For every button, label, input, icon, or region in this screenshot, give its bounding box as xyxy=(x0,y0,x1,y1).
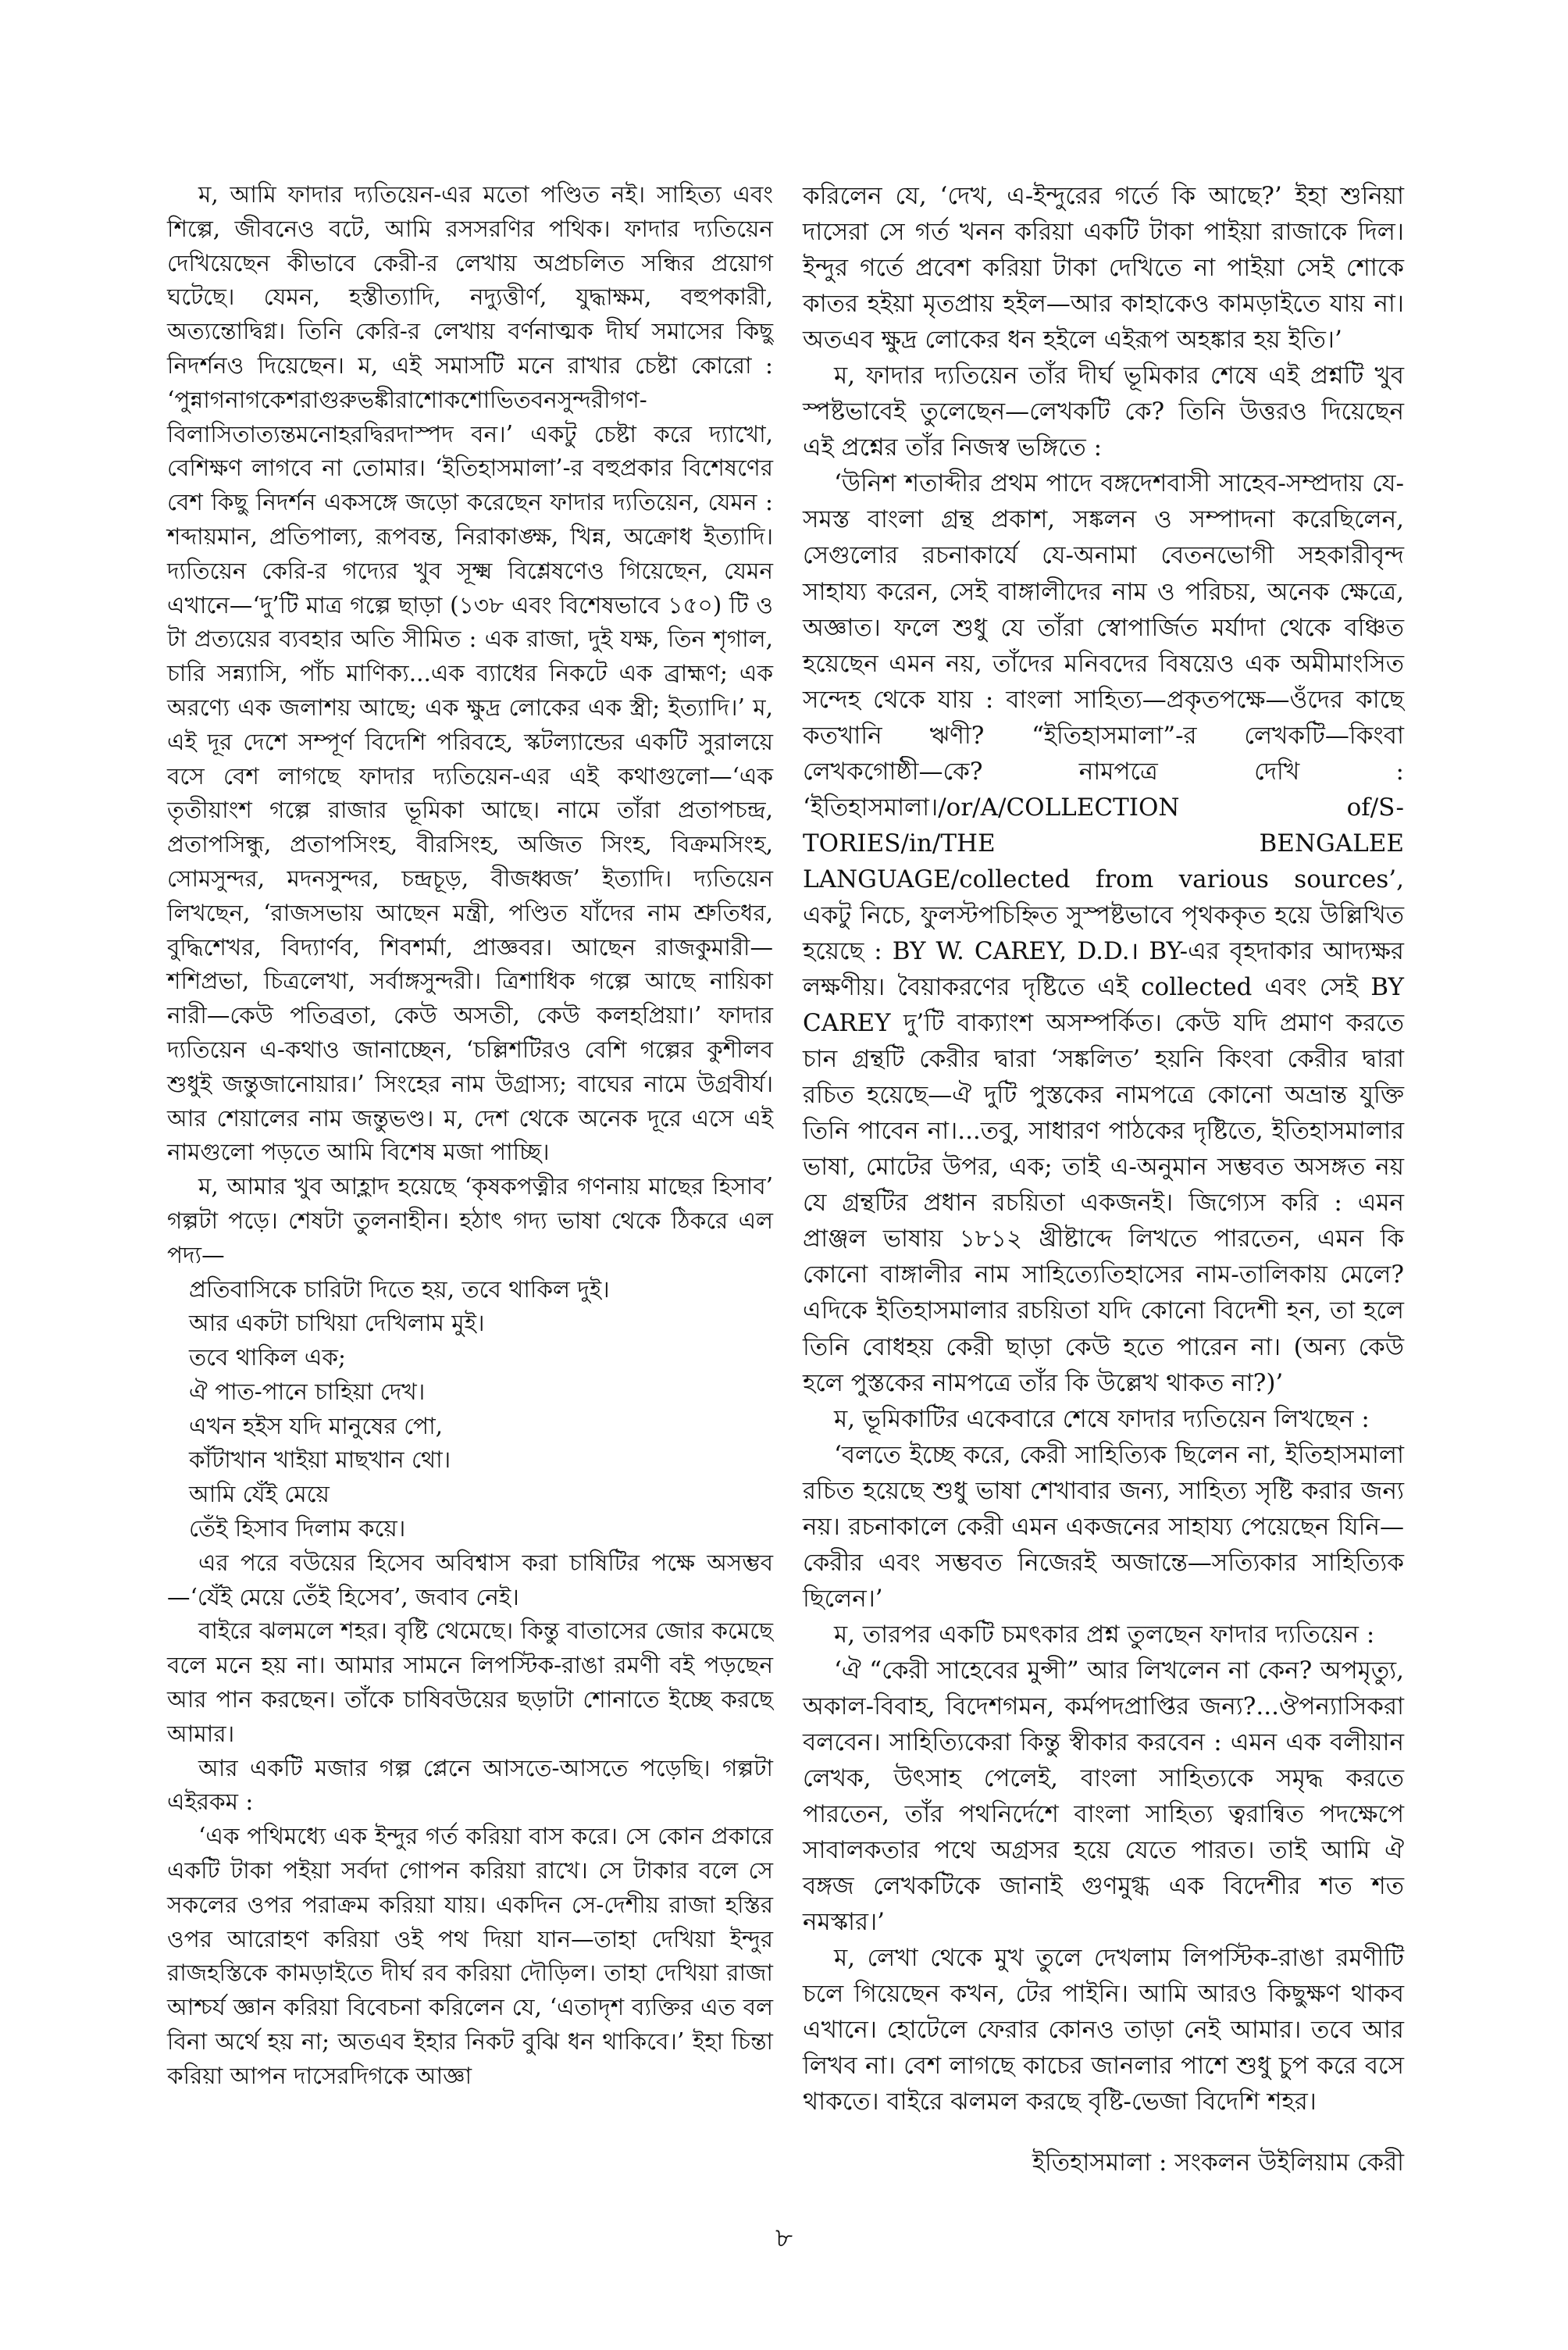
image-caption: ইতিহাসমালা : সংকলন উইলিয়াম কেরী xyxy=(1032,2149,1404,2177)
verse-line: প্রতিবাসিকে চারিটা দিতে হয়, তবে থাকিল দুই। xyxy=(189,1275,610,1303)
paragraph-9: ম, তারপর একটি চমৎকার প্রশ্ন তুলছেন ফাদার দ্যতিয়েন : xyxy=(834,1620,1375,1649)
verse-line: কাঁটাখান খাইয়া মাছখান থো। xyxy=(189,1446,451,1474)
paragraph-6: ‘এক পথিমধ্যে এক ইন্দুর গর্ত করিয়া বাস করে। সে কোন প্রকারে একটি টাকা পইয়া সর্বদা গোপন করিয়া রাখে। সে টাকার বলে সে সকলের ওপর পরাক্রম করিয়া যায়। একদিন সে-দেশীয় রাজা হস্তির ওপর আরোহণ করিয়া ওই পথ দিয়া যান—তাহা দেখিয়া ইন্দুর রাজহস্তিকে কামড়াইতে দীর্ঘ রব করিয়া দৌড়িল। তাহা দেখিয়া রাজা আশ্চর্য জ্ঞান করিয়া বিবেচনা করিলেন যে, ‘এতাদৃশ ব্যক্তির এত বল বিনা অর্থে হয় না; অতএব ইহার নিকট বুঝি ধন থাকিবে।’ ইহা চিন্তা করিয়া আপন দাসেরদিগকে আজ্ঞা xyxy=(167,1823,773,2089)
paragraph-7: ম, ফাদার দ্যতিয়েন তাঁর দীর্ঘ ভূমিকার শেষে এই প্রশ্নটি খুব স্পষ্টভাবেই তুলেছেন—লেখকটি কে? তিনি উত্তরও দিয়েছেন এই প্রশ্নের তাঁর নিজস্ব ভঙ্গিতে : xyxy=(803,362,1404,462)
paragraph-10: ম, লেখা থেকে মুখ তুলে দেখলাম লিপস্টিক-রাঙা রমণীটি চলে গিয়েছেন কখন, টের পাইনি। আমি আরও কিছুক্ষণ থাকব এখানে। হোটেলে ফেরার কোনও তাড়া নেই আমার। তবে আর লিখব না। বেশ লাগছে কাচের জানলার পাশে শুধু চুপ করে বসে থাকতে। বাইরে ঝলমল করছে বৃষ্টি-ভেজা বিদেশি শহর। xyxy=(803,1944,1404,2116)
page-number: ৮ xyxy=(775,2223,793,2254)
paragraph-2: ম, আমার খুব আহ্লাদ হয়েছে ‘কৃষকপত্নীর গণনায় মাছের হিসাব’ গল্পটা পড়ে। শেষটা তুলনাহীন। হঠাৎ গদ্য ভাষা থেকে ঠিকরে এল পদ্য— xyxy=(167,1173,773,1268)
left-column xyxy=(167,178,773,2094)
right-column xyxy=(803,178,1404,2120)
verse-line: ঐ পাত-পানে চাহিয়া দেখ। xyxy=(189,1378,426,1405)
paragraph-4: বাইরে ঝলমলে শহর। বৃষ্টি থেমেছে। কিন্তু বাতাসের জোর কমেছে বলে মনে হয় না। আমার সামনে লিপস্টিক-রাঙা রমণী বই পড়ছেন আর পান করছেন। তাঁকে চাষিবউয়ের ছড়াটা শোনাতে ইচ্ছে করছে আমার। xyxy=(167,1617,773,1747)
verse-line: তেঁই হিসাব দিলাম কয়ে। xyxy=(189,1515,406,1542)
quote-block: ‘উনিশ শতাব্দীর প্রথম পাদে বঙ্গদেশবাসী সাহেব-সম্প্রদায় যে-সমস্ত বাংলা গ্রন্থ প্রকাশ, সঙ্কলন ও সম্পাদনা করেছিলেন, সেগুলোর রচনাকার্যে যে-অনামা বেতনভোগী সহকারীবৃন্দ সাহায্য করেন, সেই বাঙ্গালীদের নাম ও পরিচয়, অনেক ক্ষেত্রে, অজ্ঞাত। ফলে শুধু যে তাঁরা স্বোপার্জিত মর্যাদা থেকে বঞ্চিত হয়েছেন এমন নয়, তাঁদের মনিবদের বিষয়েও এক অমীমাংসিত সন্দেহ থেকে যায় : বাংলা সাহিত্য—প্রকৃতপক্ষে—ওঁদের কাছে কতখানি ঋণী? “ইতিহাসমালা”-র লেখকটি—কিংবা লেখকগোষ্ঠী—কে? নামপত্রে দেখি : ‘ইতিহাসমালা।/or/A/COLLECTION of/S-TORIES/in/THE BENGALEE LANGUAGE/collected from various sources’, একটু নিচে, ফুলস্টপচিহ্নিত সুস্পষ্টভাবে পৃথককৃত হয়ে উল্লিখিত হয়েছে : BY W. CAREY, D.D.। BY-এর বৃহদাকার আদ্যক্ষর লক্ষণীয়। বৈয়াকরণের দৃষ্টিতে এই collected এবং সেই BY CAREY দু’টি বাক্যাংশ অসম্পর্কিত। কেউ যদি প্রমাণ করতে চান গ্রন্থটি কেরীর দ্বারা ‘সঙ্কলিত’ হয়নি কিংবা কেরীর দ্বারা রচিত হয়েছে—ঐ দুটি পুস্তকের নামপত্রে কোনো অভ্রান্ত যুক্তি তিনি পাবেন না।...তবু, সাধারণ পাঠকের দৃষ্টিতে, ইতিহাসমালার ভাষা, মোটের উপর, এক; তাই এ-অনুমান সম্ভবত অসঙ্গত নয় যে গ্রন্থটির প্রধান রচয়িতা একজনই। জিগ্যেস করি : এমন প্রাঞ্জল ভাষায় ১৮১২ খ্রীষ্টাব্দে লিখতে পারতেন, এমন কি কোনো বাঙ্গালীর নাম সাহিত্যেতিহাসের নাম-তালিকায় মেলে? এদিকে ইতিহাসমালার রচয়িতা যদি কোনো বিদেশী হন, তা হলে তিনি বোধহয় কেরী ছাড়া কেউ হতে পারেন না। (অন্য কেউ হলে পুস্তকের নামপত্রে তাঁর কি উল্লেখ থাকত না?)’ xyxy=(803,469,1404,1397)
paragraph-8: ম, ভূমিকাটির একেবারে শেষে ফাদার দ্যতিয়েন লিখছেন : xyxy=(834,1404,1370,1433)
paragraph-5: আর একটি মজার গল্প প্লেনে আসতে-আসতে পড়েছি। গল্পটা এইরকম : xyxy=(167,1754,773,1816)
quote-block: ‘বলতে ইচ্ছে করে, কেরী সাহিত্যিক ছিলেন না, ইতিহাসমালা রচিত হয়েছে শুধু ভাষা শেখাবার জন্য, সাহিত্য সৃষ্টি করার জন্য নয়। রচনাকালে কেরী এমন একজনের সাহায্য পেয়েছেন যিনি—কেরীর এবং সম্ভবত নিজেরই অজান্তে—সত্যিকার সাহিত্যিক ছিলেন।’ xyxy=(803,1440,1404,1613)
verse-line: আমি যেঁই মেয়ে xyxy=(189,1481,330,1508)
verse-line: তবে থাকিল এক; xyxy=(189,1344,346,1371)
verse-block xyxy=(167,1273,773,1546)
verse-line: এখন হইস যদি মানুষের পো, xyxy=(189,1412,444,1439)
verse-line: আর একটা চাখিয়া দেখিলাম মুই। xyxy=(189,1310,485,1337)
paragraph-1: ম, আমি ফাদার দ্যতিয়েন-এর মতো পণ্ডিত নই। সাহিত্য এবং শিল্পে, জীবনেও বটে, আমি রসসরণির পথিক। ফাদার দ্যতিয়েন দেখিয়েছেন কীভাবে কেরী-র লেখায় অপ্রচলিত সন্ধির প্রয়োগ ঘটেছে। যেমন, হস্তীত্যাদি, নদ্যুত্তীর্ণ, যুদ্ধাক্ষম, বহুপকারী, অত্যন্তোদ্বিগ্ন। তিনি কেরি-র লেখায় বর্ণনাত্মক দীর্ঘ সমাসের কিছু নিদর্শনও দিয়েছেন। ম, এই সমাসটি মনে রাখার চেষ্টা কোরো : ‘পুন্নাগনাগকেশরাগুরুভঙ্কীরাশোকশোভিতবনসুন্দরীগণ-বিলাসিতাত্যন্তমনোহরদ্বিরদাস্পদ বন।’ একটু চেষ্টা করে দ্যাখো, বেশিক্ষণ লাগবে না তোমার। ‘ইতিহাসমালা’-র বহুপ্রকার বিশেষণের বেশ কিছু নিদর্শন একসঙ্গে জড়ো করেছেন ফাদার দ্যতিয়েন, যেমন : শব্দায়মান, প্রতিপাল্য, রূপবন্ত, নিরাকাঙ্ক্ষ, খিন্ন, অক্রোধ ইত্যাদি। দ্যতিয়েন কেরি-র গদ্যের খুব সূক্ষ্ম বিশ্লেষণেও গিয়েছেন, যেমন এখানে—‘দু’টি মাত্র গল্পে ছাড়া (১৩৮ এবং বিশেষভাবে ১৫০) টি ও টা প্রত্যয়ের ব্যবহার অতি সীমিত : এক রাজা, দুই যক্ষ, তিন শৃগাল, চারি সন্ন্যাসি, পাঁচ মাণিক্য...এক ব্যাধের নিকটে এক ব্রাহ্মণ; এক অরণ্যে এক জলাশয় আছে; এক ক্ষুদ্র লোকের এক স্ত্রী; ইত্যাদি।’ ম, এই দূর দেশে সম্পূর্ণ বিদেশি পরিবহে, স্কটল্যান্ডের একটি সুরালয়ে বসে বেশ লাগছে ফাদার দ্যতিয়েন-এর এই কথাগুলো—‘এক তৃতীয়াংশ গল্পে রাজার ভূমিকা আছে। নামে তাঁরা প্রতাপচন্দ্র, প্রতাপসিন্ধু, প্রতাপসিংহ, বীরসিংহ, অজিত সিংহ, বিক্রমসিংহ, সোমসুন্দর, মদনসুন্দর, চন্দ্রচূড়, বীজধ্বজ’ ইত্যাদি। দ্যতিয়েন লিখছেন, ‘রাজসভায় আছেন মন্ত্রী, পণ্ডিত যাঁদের নাম শ্রুতিধর, বুদ্ধিশেখর, বিদ্যার্ণব, শিবশর্মা, প্রাজ্ঞবর। আছেন রাজকুমারী—শশিপ্রভা, চিত্রলেখা, সর্বাঙ্গসুন্দরী। ত্রিশাধিক গল্পে আছে নায়িকা নারী—কেউ পতিব্রতা, কেউ অসতী, কেউ কলহপ্রিয়া।’ ফাদার দ্যতিয়েন এ-কথাও জানাচ্ছেন, ‘চল্লিশটিরও বেশি গল্পের কুশীলব শুধুই জন্তুজানোয়ার।’ সিংহের নাম উগ্রাস্য; বাঘের নামে উগ্রবীর্য। আর শেয়ালের নাম জন্তুভণ্ড। ম, দেশ থেকে অনেক দূরে এসে এই নামগুলো পড়তে আমি বিশেষ মজা পাচ্ছি। xyxy=(167,181,773,1166)
paragraph-3: এর পরে বউয়ের হিসেব অবিশ্বাস করা চাষিটির পক্ষে অসম্ভব—‘যেঁই মেয়ে তেঁই হিসেব’, জবাব নেই। xyxy=(167,1549,773,1610)
quote-block: ‘ঐ “কেরী সাহেবের মুন্সী” আর লিখলেন না কেন? অপমৃত্যু, অকাল-বিবাহ, বিদেশগমন, কর্মপদপ্রাপ্তির জন্য?...ঔপন্যাসিকরা বলবেন। সাহিত্যিকেরা কিন্তু স্বীকার করবেন : এমন এক বলীয়ান লেখক, উৎসাহ পেলেই, বাংলা সাহিত্যকে সমৃদ্ধ করতে পারতেন, তাঁর পথনির্দেশে বাংলা সাহিত্য ত্বরান্বিত পদক্ষেপে সাবালকতার পথে অগ্রসর হয়ে যেতে পারত। তাই আমি ঐ বঙ্গজ লেখকটিকে জানাই গুণমুগ্ধ এক বিদেশীর শত শত নমস্কার।’ xyxy=(803,1656,1404,1937)
paragraph-continued: করিলেন যে, ‘দেখ, এ-ইন্দুরের গর্তে কি আছে?’ ইহা শুনিয়া দাসেরা সে গর্ত খনন করিয়া একটি টাকা পাইয়া রাজাকে দিল। ইন্দুর গর্তে প্রবেশ করিয়া টাকা দেখিতে না পাইয়া সেই শোকে কাতর হইয়া মৃতপ্রায় হইল—আর কাহাকেও কামড়াইতে যায় না। অতএব ক্ষুদ্র লোকের ধন হইলে এইরূপ অহঙ্কার হয় ইতি।’ xyxy=(803,182,1404,355)
